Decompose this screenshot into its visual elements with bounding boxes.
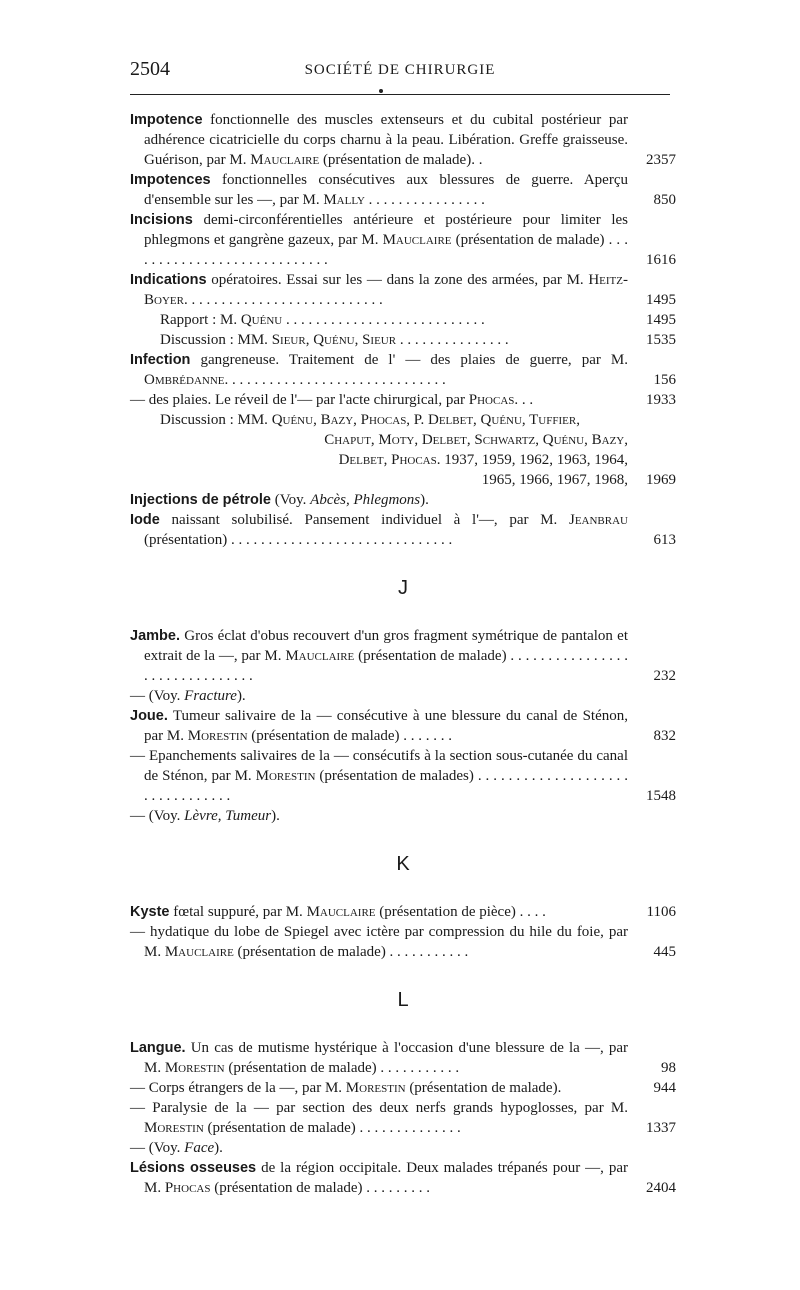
section-letter-j: J — [398, 577, 408, 599]
page-ref: 832 — [653, 728, 676, 744]
page-ref: 1548 — [646, 788, 676, 804]
page-ref: 1495 — [646, 312, 676, 328]
page-ref: 1933 — [646, 392, 676, 408]
page-ref: 98 — [661, 1060, 676, 1076]
index-entry-langue-voy: — (Voy. Face). — [130, 1140, 223, 1156]
page-ref: 944 — [653, 1080, 676, 1096]
index-content — [130, 110, 676, 1198]
index-entry-corps-etrangers: — Corps étrangers de la —, par M. Morestin (présentation de malade). 944 — [130, 1080, 676, 1096]
page-ref: 1337 — [646, 1120, 676, 1136]
page-ref: 445 — [653, 944, 676, 960]
page-ref: 1969 — [646, 472, 676, 488]
index-entry-hydatique: — hydatique du lobe de Spiegel avec ictère par compression du hile du foie, par M. Mauclaire (présentation de malade) . . . . . . . . . . . 445 — [130, 924, 676, 960]
page-ref: 613 — [653, 532, 676, 548]
index-entry-indications: Indications opératoires. Essai sur les — dans la zone des armées, par M. Heitz-Boyer. . . . . . . . . . . . . . . . . . . . . . . . . . . 1495 — [130, 272, 676, 308]
index-entry-kyste: Kyste fœtal suppuré, par M. Mauclaire (présentation de pièce) . . . . 1106 — [130, 904, 676, 920]
index-entry-impotences: Impotences fonctionnelles consécutives aux blessures de guerre. Aperçu d'ensemble sur les —, par M. Mally . . . . . . . . . . . . . . . . 850 — [130, 172, 676, 208]
index-entry-iode: Iode naissant solubilisé. Pansement individuel à l'—, par M. Jeanbrau (présentation) . . . . . . . . . . . . . . . . . . . . . . . . . . . . . . 613 — [130, 512, 676, 548]
index-entry-paralysie: — Paralysie de la — par section des deux nerfs grands hypoglosses, par M. Morestin (présentation de malade) . . . . . . . . . . . . . . 1337 — [130, 1100, 676, 1136]
page-header — [130, 58, 670, 88]
page-number: 2504 — [130, 58, 170, 80]
index-entry-jambe: Jambe. Gros éclat d'obus recouvert d'un gros fragment symétrique de pantalon et extrait de la —, par M. Mauclaire (présentation de malade) . . . . . . . . . . . . . . . . . . . . . . . . . . . . . . . 232 — [130, 628, 676, 684]
index-entry-lesions-osseuses: Lésions osseuses de la région occipitale. Deux malades trépanés pour —, par M. Phocas (présentation de malade) . . . . . . . . . 2404 — [130, 1160, 676, 1196]
index-subentry-discussion-plaies: Discussion : MM. Quénu, Bazy, Phocas, P. Delbet, Quénu, Tuffier, Chaput, Moty, Delbet, Schwartz, Quénu, Bazy, Delbet, Phocas. 1937, 1959, 1962, 1963, 1964, 1965, 1966, 1967, 1968, 1969 — [160, 412, 676, 488]
index-entry-langue: Langue. Un cas de mutisme hystérique à l'occasion d'une blessure de la —, par M. Morestin (présentation de malade) . . . . . . . . . . . 98 — [130, 1040, 676, 1076]
page-ref: 1495 — [646, 292, 676, 308]
page-ref: 1535 — [646, 332, 676, 348]
page-ref: 232 — [653, 668, 676, 684]
page-ref: 2357 — [646, 152, 676, 168]
index-entry-plaies: — des plaies. Le réveil de l'— par l'acte chirurgical, par Phocas. . . 1933 — [130, 392, 676, 408]
index-entry-infection: Infection gangreneuse. Traitement de l' — des plaies de guerre, par M. Ombrédanne. . . . . . . . . . . . . . . . . . . . . . . . . . . . . . 156 — [130, 352, 676, 388]
index-entry-joue: Joue. Tumeur salivaire de la — consécutive à une blessure du canal de Sténon, par M. Morestin (présentation de malade) . . . . . . . 832 — [130, 708, 676, 744]
header-rule — [130, 94, 670, 95]
index-entry-injections: Injections de pétrole (Voy. Abcès, Phlegmons). — [130, 492, 429, 508]
running-head: SOCIÉTÉ DE CHIRURGIE — [304, 62, 496, 78]
index-entry-impotence: Impotence fonctionnelle des muscles extenseurs et du cubital postérieur par adhérence cicatricielle du corps charnu à la peau. Libération. Greffe graisseuse. Guérison, par M. Mauclaire (présentation de malade). . 2357 — [130, 112, 676, 168]
index-entry-joue-voy: — (Voy. Lèvre, Tumeur). — [130, 808, 280, 824]
index-subentry-discussion: Discussion : MM. Sieur, Quénu, Sieur . . . . . . . . . . . . . . . 1535 — [160, 332, 676, 348]
header-rule-ornament — [379, 89, 383, 93]
page-ref: 1106 — [646, 904, 676, 920]
page-ref: 2404 — [646, 1180, 676, 1196]
index-subentry-rapport: Rapport : M. Quénu . . . . . . . . . . . . . . . . . . . . . . . . . . . 1495 — [160, 312, 676, 328]
page-ref: 156 — [653, 372, 676, 388]
page-ref: 850 — [653, 192, 676, 208]
index-entry-jambe-voy: — (Voy. Fracture). — [130, 688, 246, 704]
index-entry-epanchements: — Epanchements salivaires de la — consécutifs à la section sous-cutanée du canal de Sténon, par M. Morestin (présentation de malades) . . . . . . . . . . . . . . . . . . . . . . . . . . . . . . . . 1548 — [130, 748, 676, 804]
index-entry-incisions: Incisions demi-circonférentielles antérieure et postérieure pour limiter les phlegmons et gangrène gazeux, par M. Mauclaire (présentation de malade) . . . . . . . . . . . . . . . . . . . . . . . . . . . . 1616 — [130, 212, 676, 268]
section-letter-l: L — [397, 989, 409, 1011]
section-letter-k: K — [396, 853, 410, 875]
page-ref: 1616 — [646, 252, 676, 268]
